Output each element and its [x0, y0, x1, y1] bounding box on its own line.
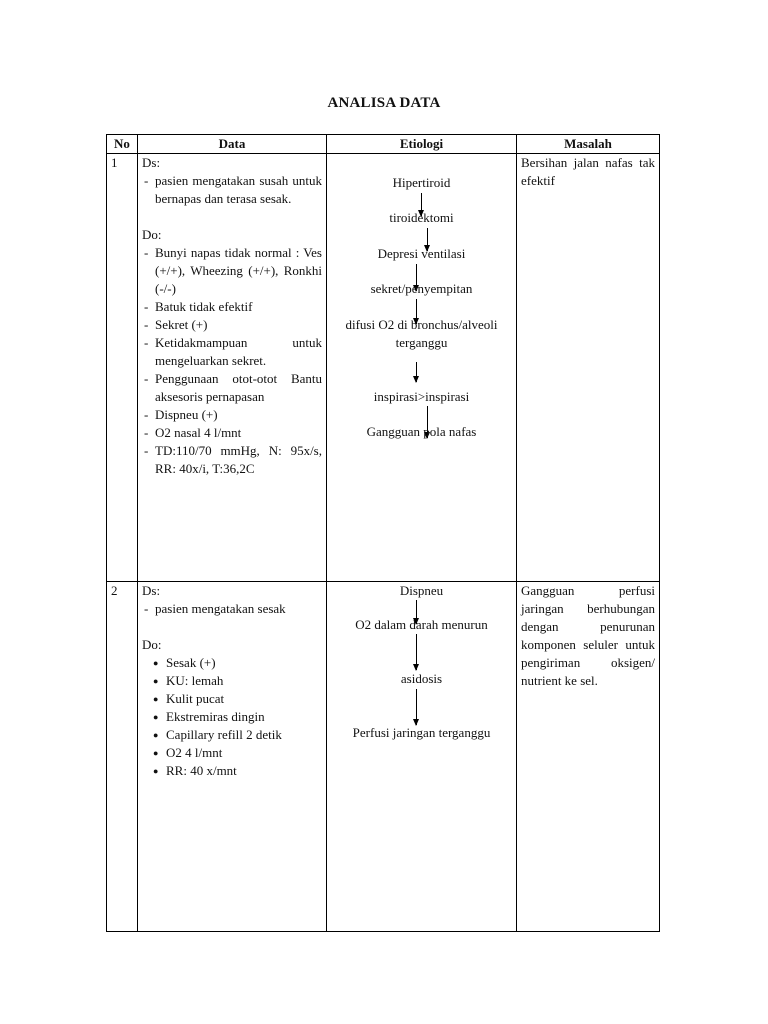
list-item: ● Sesak (+): [142, 654, 322, 672]
masalah-cell: Gangguan perfusi jaringan berhubungan dengan penurunan komponen seluler untuk pengiriman oksigen/ nutrient ke sel.: [517, 582, 660, 932]
flow-step: Gangguan pola nafas: [366, 424, 477, 439]
list-item: - Bunyi napas tidak normal : Ves (+/+), Wheezing (+/+), Ronkhi (-/-): [142, 244, 322, 298]
list-item: - Dispneu (+): [142, 406, 322, 424]
list-item: ● KU: lemah: [142, 672, 322, 690]
ds-list: [142, 172, 322, 208]
flow-step: asidosis: [400, 671, 443, 686]
etiologi-flow-cell: [327, 154, 517, 582]
ds-list: [142, 600, 322, 618]
header-no: No: [107, 135, 138, 154]
data-cell: [138, 154, 327, 582]
list-item: ● Capillary refill 2 detik: [142, 726, 322, 744]
list-item: ● O2 4 l/mnt: [142, 744, 322, 762]
arrow-down-icon: [416, 689, 417, 725]
list-item: - Penggunaan otot-otot Bantu aksesoris pernapasan: [142, 370, 322, 406]
arrow-down-icon: [416, 362, 417, 382]
flow-step: Perfusi jaringan terganggu: [352, 725, 491, 740]
table-row: [107, 154, 660, 582]
flow-step: Dispneu: [399, 583, 444, 598]
flow-step: tiroidektomi: [389, 210, 454, 225]
flow-step: difusi O2 di bronchus/alveoli terganggu: [345, 317, 498, 350]
do-label: Do:: [142, 637, 162, 652]
do-list: [142, 244, 322, 478]
header-etiologi: Etiologi: [327, 135, 517, 154]
list-item: - pasien mengatakan sesak: [142, 600, 322, 618]
list-item: ● Ekstremiras dingin: [142, 708, 322, 726]
masalah-cell: Bersihan jalan nafas tak efektif: [517, 154, 660, 582]
flow-step: sekret/penyempitan: [370, 281, 473, 296]
data-cell: [138, 582, 327, 932]
flow-step: O2 dalam darah menurun: [355, 617, 488, 632]
list-item: - Ketidakmampuan untuk mengeluarkan sekret.: [142, 334, 322, 370]
list-item: - O2 nasal 4 l/mnt: [142, 424, 322, 442]
table-header-row: [107, 135, 660, 154]
list-item: - TD:110/70 mmHg, N: 95x/s, RR: 40x/i, T:36,2C: [142, 442, 322, 478]
list-item: ● Kulit pucat: [142, 690, 322, 708]
arrow-down-icon: [416, 634, 417, 670]
etiologi-flow-cell: [327, 582, 517, 932]
ds-label: Ds:: [142, 583, 161, 598]
header-data: Data: [138, 135, 327, 154]
do-list: [142, 654, 322, 780]
list-item: - Sekret (+): [142, 316, 322, 334]
flow-step: Hipertiroid: [392, 175, 451, 190]
row-number: 1: [107, 154, 138, 582]
flow-step: inspirasi>inspirasi: [373, 389, 470, 404]
flow-step: Depresi ventilasi: [377, 246, 466, 261]
table-row: [107, 582, 660, 932]
list-item: - pasien mengatakan susah untuk bernapas dan terasa sesak.: [142, 172, 322, 208]
analisa-data-table: [106, 134, 660, 932]
header-masalah: Masalah: [517, 135, 660, 154]
list-item: ● RR: 40 x/mnt: [142, 762, 322, 780]
row-number: 2: [107, 582, 138, 932]
ds-label: Ds:: [142, 155, 161, 170]
list-item: - Batuk tidak efektif: [142, 298, 322, 316]
page-title: ANALISA DATA: [327, 95, 441, 111]
do-label: Do:: [142, 227, 162, 242]
